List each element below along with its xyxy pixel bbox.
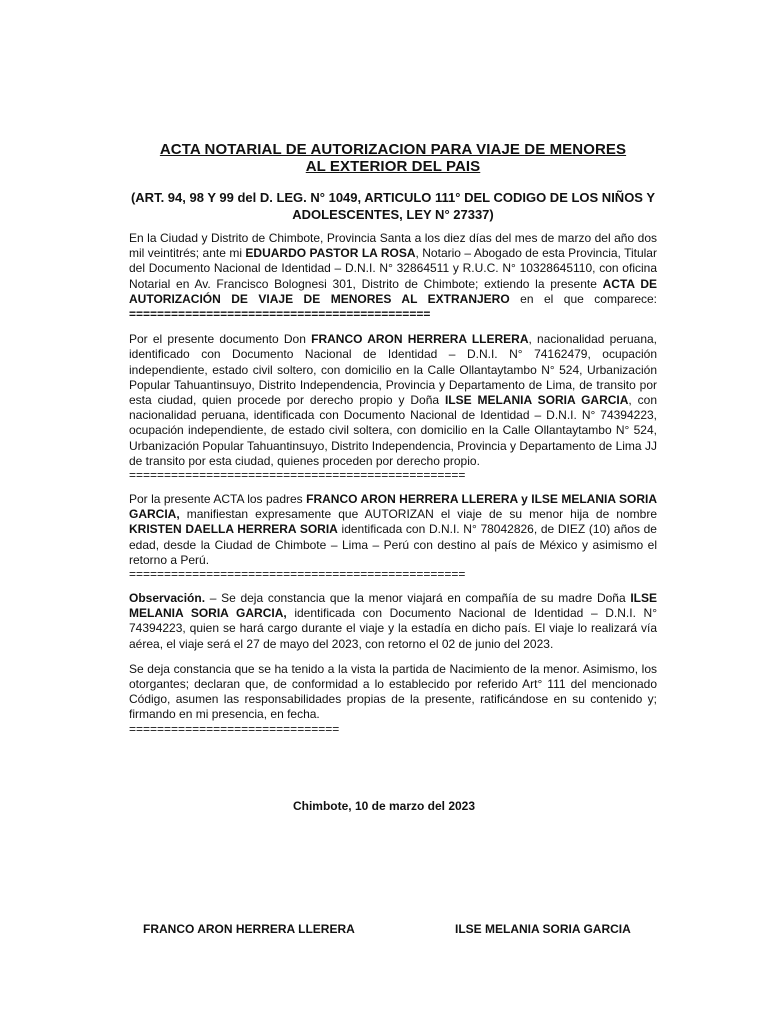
document-title: [129, 141, 657, 175]
parties-text-1: Por el presente documento Don: [129, 332, 312, 347]
intro-text-1: En la Ciudad y Distrito de Chimbote, Provincia Santa a los diez días del mes de marzo del año dos mil veintitrés; ante mi: [129, 231, 657, 261]
companion-name: ILSE MELANIA SORIA GARCIA,: [129, 591, 657, 621]
intro-text-3: en el que comparece:: [509, 291, 657, 306]
place-and-date: Chimbote, 10 de marzo del 2023: [292, 799, 476, 813]
intro-text-2: , Notario – Abogado de esta Provincia, Titular del Documento Nacional de Identidad – D.N.I. N° 32864511 y R.U.C. N° 10328645110, con oficina Notarial en Av. Francisco Bolognesi 301, Distrito de Chimbote; extiendo la presente: [129, 246, 657, 291]
authorization-text-2: manifiestan expresamente que AUTORIZAN el viaje de su menor hija de nombre: [179, 507, 657, 522]
paragraph-observation: [129, 591, 657, 652]
closing-text: Se deja constancia que se ha tenido a la vista la partida de Nacimiento de la menor. Asimismo, los otorgantes; declaran que, de conformidad a lo establecido por referido Art° 111 del mencionado Código, asumen las responsabilidades propias de la presente, ratificándose en su contenido y; firmando en mi presencia, en fecha.: [129, 661, 657, 722]
separator-line: ================================================: [129, 568, 466, 582]
authorization-text-1: Por la presente ACTA los padres: [129, 492, 307, 507]
notary-name: EDUARDO PASTOR LA ROSA: [245, 246, 416, 261]
signature-mother: ILSE MELANIA SORIA GARCIA: [455, 922, 631, 936]
parties-text-2: , nacionalidad peruana, identificado con Documento Nacional de Identidad – D.N.I. N° 74162479, ocupación independiente, estado civil soltero, con domicilio en la Calle Ollantaytambo N° 524, Urbanización Popular Tahuantinsuyo, Distrito Independencia, Provincia y Departamento de Lima, de transito por esta ciudad, quien procede por derecho propio y Doña: [129, 332, 657, 408]
observation-text-1: – Se deja constancia que la menor viajará en compañía de su madre Doña: [205, 591, 631, 606]
title-line-2: AL EXTERIOR DEL PAIS: [305, 158, 481, 175]
paragraph-authorization: [129, 492, 657, 581]
document-body: [129, 141, 657, 736]
parties-text-3: , con nacionalidad peruana, identificada con Documento Nacional de Identidad – D.N.I. N° 74394223, ocupación independiente, de estado civil soltera, con domicilio en la Calle Ollantaytambo N° 524, Urbanización Popular Tahuantinsuyo, Distrito Independencia, Provincia y Departamento de Lima JJ de transito por esta ciudad, quienes proceden por derecho propio.: [129, 393, 658, 468]
father-name: FRANCO ARON HERRERA LLERERA: [311, 332, 529, 347]
separator-line: ===========================================: [129, 307, 431, 322]
title-line-1: ACTA NOTARIAL DE AUTORIZACION PARA VIAJE DE MENORES: [159, 141, 627, 158]
mother-name: ILSE MELANIA SORIA GARCIA: [444, 393, 629, 408]
minor-name: KRISTEN DAELLA HERRERA SORIA: [129, 522, 338, 537]
paragraph-closing: [129, 662, 657, 736]
legal-reference: (ART. 94, 98 Y 99 del D. LEG. N° 1049, ARTICULO 111° DEL CODIGO DE LOS NIÑOS Y ADOLESCENTES, LEY N° 27337): [130, 190, 656, 222]
paragraph-parties: [129, 332, 657, 482]
separator-line: ==============================: [129, 722, 340, 736]
act-name: ACTA DE AUTORIZACIÓN DE VIAJE DE MENORES AL EXTRANJERO: [129, 276, 657, 306]
paragraph-intro: [129, 231, 657, 322]
observation-text-2: identificada con Documento Nacional de Identidad – D.N.I. N° 74394223, quien se hará cargo durante el viaje y la estadía en dicho país. El viaje lo realizará vía aérea, el viaje será el 27 de mayo del 2023, con retorno el 02 de junio del 2023.: [129, 606, 658, 651]
parents-names: FRANCO ARON HERRERA LLERERA y ILSE MELANIA SORIA GARCIA,: [129, 492, 657, 522]
authorization-text-3: identificada con D.N.I. N° 78042826, de DIEZ (10) años de edad, desde la Ciudad de Chimbote – Lima – Perú con destino al país de México y asimismo el retorno a Perú.: [129, 522, 657, 567]
signature-father: FRANCO ARON HERRERA LLERERA: [143, 922, 355, 936]
observation-label: Observación.: [129, 591, 206, 606]
separator-line: ================================================: [129, 469, 466, 483]
